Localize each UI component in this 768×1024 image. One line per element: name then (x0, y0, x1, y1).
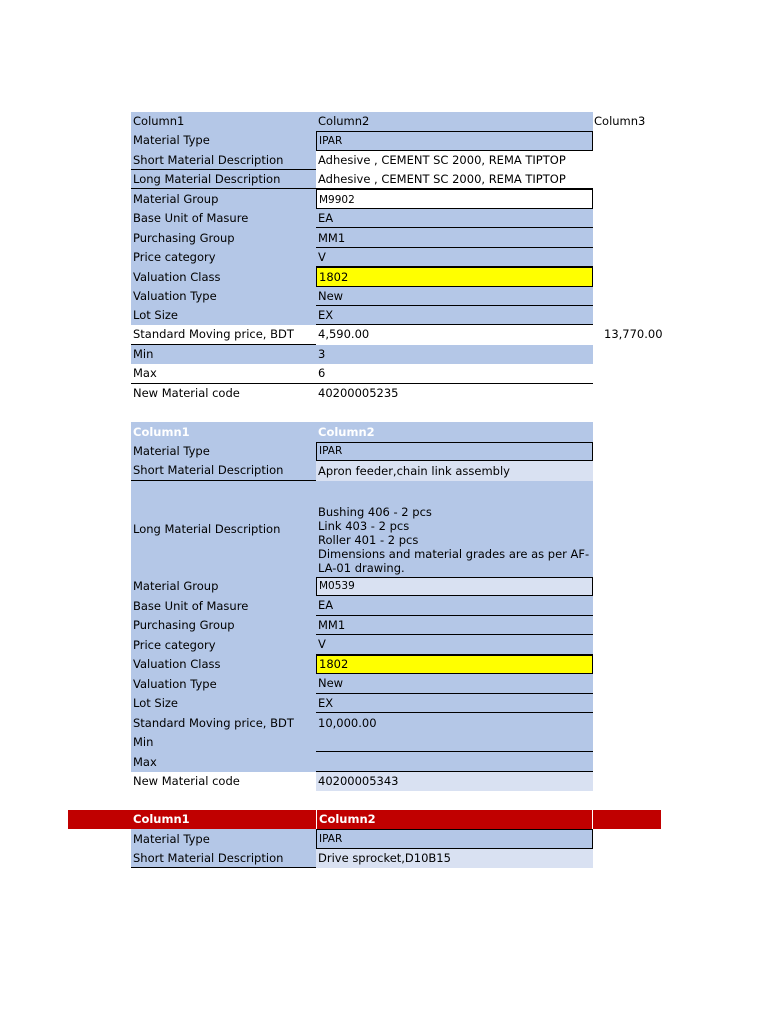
table-header-row (131, 112, 646, 131)
row-label[interactable]: Short Material Description (131, 849, 316, 868)
row-label[interactable]: Max (131, 364, 316, 384)
row-value[interactable]: V (316, 635, 593, 655)
row-value[interactable]: Apron feeder,chain link assembly (316, 461, 593, 481)
row-value[interactable]: New (316, 674, 593, 694)
row-value[interactable]: IPAR (316, 131, 593, 151)
table-row (131, 151, 593, 170)
header-column2[interactable]: Column2 (316, 422, 593, 442)
row-label[interactable]: Valuation Type (131, 287, 316, 306)
row-value[interactable]: EX (316, 306, 593, 325)
table-row (131, 616, 593, 635)
table-row (131, 267, 593, 287)
row-value[interactable]: 40200005235 (316, 384, 593, 403)
material-table-3 (131, 810, 593, 868)
header-column2[interactable]: Column2 (316, 810, 593, 829)
material-table-1 (131, 112, 663, 403)
table-row (131, 325, 663, 345)
table-header-row (131, 422, 593, 442)
row-extra-value[interactable]: 13,770.00 (604, 327, 663, 341)
description-line: Dimensions and material grades are as per AF- (318, 547, 590, 561)
table-row (131, 461, 593, 481)
row-label[interactable]: New Material code (131, 384, 316, 403)
row-value[interactable]: New (316, 287, 593, 306)
table-row (131, 384, 593, 403)
table-row (131, 713, 593, 733)
table-row (131, 596, 593, 616)
table-row (131, 345, 593, 364)
table-row (131, 674, 593, 694)
row-value[interactable]: M0539 (316, 577, 593, 596)
header-column3[interactable]: Column3 (594, 114, 646, 128)
row-label[interactable]: Standard Moving price, BDT (131, 325, 316, 345)
row-value[interactable] (316, 752, 593, 772)
row-value[interactable]: EX (316, 694, 593, 713)
table-row (131, 364, 593, 384)
row-value[interactable]: 10,000.00 (316, 713, 593, 733)
table-row (131, 209, 593, 228)
row-value[interactable]: Drive sprocket,D10B15 (316, 849, 593, 868)
row-value[interactable]: 40200005343 (316, 772, 593, 791)
table-row (131, 635, 593, 655)
table-row (131, 248, 593, 267)
description-line: Bushing 406 - 2 pcs (318, 505, 432, 519)
row-label[interactable]: Long Material Description (131, 170, 316, 189)
header-column1[interactable]: Column1 (131, 112, 316, 131)
table-row (131, 306, 593, 325)
row-value[interactable]: 6 (316, 364, 593, 384)
row-value[interactable]: M9902 (316, 189, 593, 209)
row-value[interactable]: Adhesive , CEMENT SC 2000, REMA TIPTOP (316, 151, 593, 170)
table-row (131, 772, 593, 791)
row-label[interactable]: Short Material Description (131, 461, 316, 481)
row-label[interactable]: Short Material Description (131, 151, 316, 170)
row-label[interactable]: Purchasing Group (131, 616, 316, 635)
row-label[interactable]: Base Unit of Masure (131, 596, 316, 616)
row-label[interactable]: Min (131, 345, 316, 364)
row-label[interactable]: Lot Size (131, 306, 316, 325)
table-row (131, 655, 593, 674)
table-row (131, 170, 593, 189)
table-row (131, 733, 593, 752)
row-label[interactable]: Standard Moving price, BDT (131, 713, 316, 733)
row-value[interactable]: Adhesive , CEMENT SC 2000, REMA TIPTOP (316, 170, 593, 189)
material-table-2 (131, 422, 593, 791)
table-row (131, 829, 593, 849)
row-label[interactable]: New Material code (131, 772, 316, 791)
description-line: Link 403 - 2 pcs (318, 519, 410, 533)
row-value[interactable]: V (316, 248, 593, 267)
row-value-multiline[interactable] (316, 481, 593, 577)
table-row (131, 694, 593, 713)
description-line: LA-01 drawing. (318, 561, 405, 575)
table-row (131, 228, 593, 248)
row-label[interactable]: Material Group (131, 577, 316, 596)
row-value[interactable]: IPAR (316, 442, 593, 461)
row-label[interactable]: Lot Size (131, 694, 316, 713)
row-value[interactable]: 4,590.00 (316, 325, 593, 345)
row-label[interactable]: Material Type (131, 442, 316, 461)
row-value[interactable]: MM1 (316, 616, 593, 635)
row-value[interactable]: 1802 (316, 267, 593, 287)
table-row (131, 849, 593, 868)
header-column1[interactable]: Column1 (131, 422, 316, 442)
row-label[interactable]: Min (131, 733, 316, 752)
row-label[interactable]: Valuation Class (131, 267, 316, 287)
row-label[interactable]: Material Type (131, 829, 316, 849)
row-value[interactable]: EA (316, 209, 593, 228)
table-row (131, 577, 593, 596)
row-label[interactable]: Material Group (131, 189, 316, 209)
description-line: Roller 401 - 2 pcs (318, 533, 419, 547)
table-row (131, 189, 593, 209)
header-column1[interactable]: Column1 (131, 810, 316, 829)
table-row (131, 442, 593, 461)
row-value[interactable]: 3 (316, 345, 593, 364)
row-label[interactable]: Max (131, 752, 316, 772)
row-label[interactable]: Price category (131, 635, 316, 655)
table-row (131, 131, 593, 151)
row-value[interactable]: EA (316, 596, 593, 616)
table-row (131, 287, 593, 306)
row-label[interactable]: Material Type (131, 131, 316, 151)
row-label[interactable]: Long Material Description (131, 481, 316, 577)
row-label[interactable]: Base Unit of Masure (131, 209, 316, 228)
row-value[interactable] (316, 733, 593, 752)
table-header-row (131, 810, 593, 829)
header-column2[interactable]: Column2 (316, 112, 593, 131)
row-label[interactable]: Valuation Type (131, 674, 316, 694)
row-label[interactable]: Price category (131, 248, 316, 267)
row-value[interactable]: MM1 (316, 228, 593, 248)
row-label[interactable]: Purchasing Group (131, 228, 316, 248)
row-value[interactable]: 1802 (316, 655, 593, 674)
row-value[interactable]: IPAR (316, 829, 593, 849)
table-row (131, 752, 593, 772)
row-label[interactable]: Valuation Class (131, 655, 316, 674)
table-row (131, 481, 593, 577)
